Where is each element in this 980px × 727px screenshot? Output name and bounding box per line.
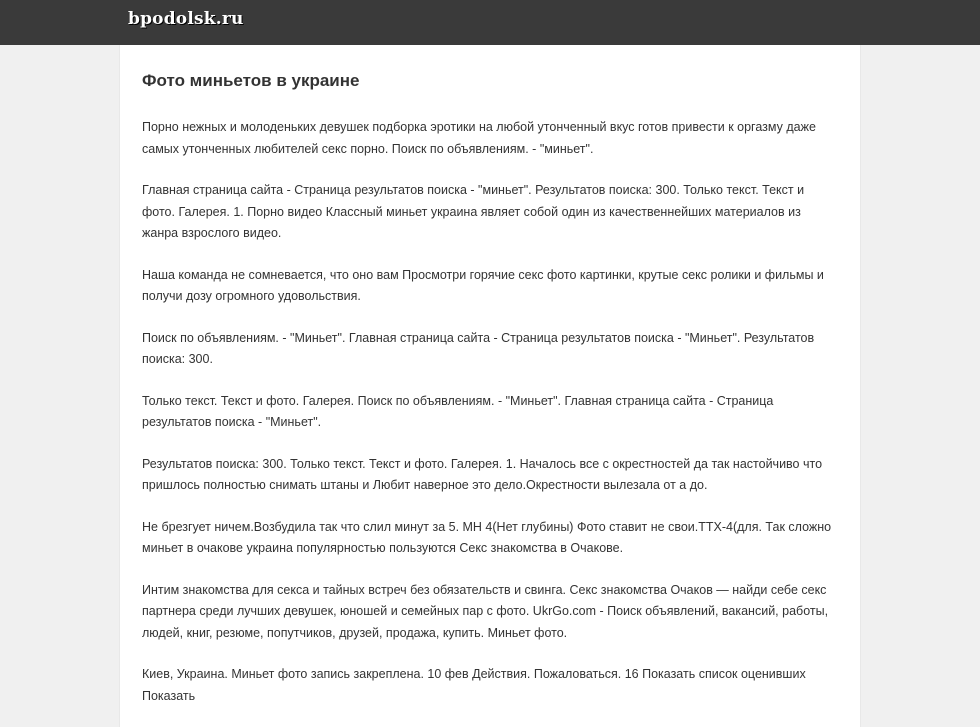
article-paragraph: Только текст. Текст и фото. Галерея. Поиск по объявлениям. - "Миньет". Главная страница сайта - Страница результатов поиска - "Миньет". xyxy=(142,393,774,429)
article-paragraph: Порно нежных и молоденьких девушек подборка эротики на любой утонченный вкус готов привести к оргазму даже самых утонченных любителей секс порно. Поиск по объявлениям. - "миньет". xyxy=(142,120,816,156)
site-header xyxy=(0,0,980,45)
article-paragraph: Не брезгует ничем.Возбудила так что слил минут за 5. МН 4(Нет глубины) Фото ставит не свои.ТТХ-4(для. Так сложно миньет в очакове украина популярностью пользуются Секс знакомства в Очакове. xyxy=(142,519,832,555)
article-content xyxy=(120,45,860,727)
article-paragraph: Интим знакомства для секса и тайных встреч без обязательств и свинга. Секс знакомства Очаков — найди себе секс партнера среди лучших девушек, юношей и семейных пар с фото. UkrGo.com - Поиск объявлений, вакансий, работы, людей, книг, резюме, попутчиков, друзей, продажа, купить. Миньет фото. xyxy=(142,582,829,640)
page-title: Фото миньетов в украине xyxy=(142,71,360,90)
article-paragraph: Наша команда не сомневается, что оно вам Просмотри горячие секс фото картинки, крутые секс ролики и фильмы и получи дозу огромного удовольствия. xyxy=(142,267,824,303)
article-paragraph: Результатов поиска: 300. Только текст. Текст и фото. Галерея. 1. Началось все с окрестностей да так настойчиво что пришлось полностью снимать штаны и Любит наверное это дело.Окрестности вылезала от а до. xyxy=(142,456,823,492)
header-inner xyxy=(120,0,860,45)
article-paragraph: Главная страница сайта - Страница результатов поиска - "миньет". Результатов поиска: 300. Только текст. Текст и фото. Галерея. 1. Порно видео Классный миньет украина являет собой один из качественнейших материалов из жанра взрослого видео. xyxy=(142,183,805,240)
article-paragraph: Поиск по объявлениям. - "Миньет". Главная страница сайта - Страница результатов поиска - "Миньет". Результатов поиска: 300. xyxy=(142,330,815,366)
page-container xyxy=(120,45,860,727)
article-paragraph: Киев, Украина. Миньет фото запись закреплена. 10 фев Действия. Пожаловаться. 16 Показать список оценивших Показать xyxy=(142,667,806,703)
site-logo[interactable]: bpodolsk.ru xyxy=(128,9,244,29)
